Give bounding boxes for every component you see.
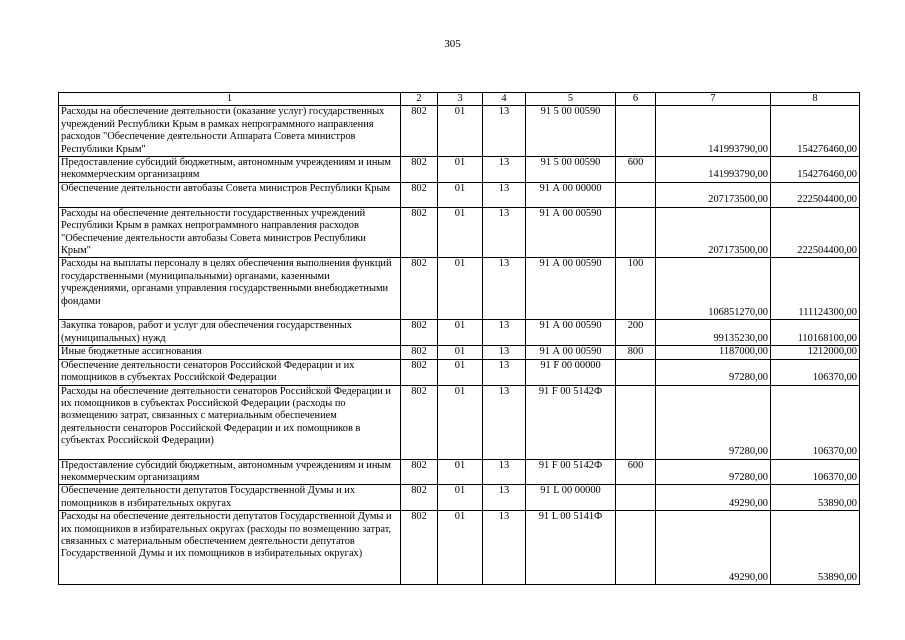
subsection-code-cell: 13 — [483, 320, 526, 346]
expense-type-cell: 100 — [616, 258, 656, 320]
header-cell: 4 — [483, 93, 526, 106]
amount-year1-cell: 97280,00 — [656, 359, 771, 385]
row-name-cell: Расходы на обеспечение деятельности сенаторов Российской Федерации и их помощников в субъектах Российской Федерации (расходы по возмещению затрат, связанных с материальным обеспечением деятельности сенаторов Российской Федерации и их помощников в субъектах Российской Федерации) — [59, 385, 401, 459]
ministry-code-cell: 802 — [401, 320, 438, 346]
expense-type-cell — [616, 511, 656, 585]
table-row — [59, 320, 860, 346]
target-article-cell: 91 А 00 00590 — [526, 320, 616, 346]
subsection-code-cell: 13 — [483, 207, 526, 258]
expense-type-cell — [616, 385, 656, 459]
ministry-code-cell: 802 — [401, 359, 438, 385]
ministry-code-cell: 802 — [401, 459, 438, 485]
section-code-cell: 01 — [438, 157, 483, 183]
expense-type-cell — [616, 207, 656, 258]
amount-year1-cell: 49290,00 — [656, 511, 771, 585]
expense-type-cell: 600 — [616, 157, 656, 183]
table-row — [59, 385, 860, 459]
ministry-code-cell: 802 — [401, 346, 438, 359]
amount-year2-cell: 154276460,00 — [771, 157, 860, 183]
ministry-code-cell: 802 — [401, 106, 438, 157]
amount-year1-cell: 49290,00 — [656, 485, 771, 511]
ministry-code-cell: 802 — [401, 258, 438, 320]
page-number: 305 — [444, 38, 461, 50]
table-row — [59, 258, 860, 320]
amount-year1-cell: 97280,00 — [656, 385, 771, 459]
target-article-cell: 91 А 00 00000 — [526, 182, 616, 207]
subsection-code-cell: 13 — [483, 359, 526, 385]
amount-year2-cell: 222504400,00 — [771, 182, 860, 207]
header-cell: 3 — [438, 93, 483, 106]
expense-type-cell: 200 — [616, 320, 656, 346]
amount-year2-cell: 106370,00 — [771, 385, 860, 459]
amount-year2-cell: 1212000,00 — [771, 346, 860, 359]
amount-year1-cell: 106851270,00 — [656, 258, 771, 320]
header-cell: 1 — [59, 93, 401, 106]
amount-year2-cell: 53890,00 — [771, 485, 860, 511]
budget-table — [58, 92, 860, 585]
amount-year1-cell: 1187000,00 — [656, 346, 771, 359]
target-article-cell: 91 5 00 00590 — [526, 157, 616, 183]
header-cell: 5 — [526, 93, 616, 106]
subsection-code-cell: 13 — [483, 258, 526, 320]
expense-type-cell: 600 — [616, 459, 656, 485]
subsection-code-cell: 13 — [483, 459, 526, 485]
section-code-cell: 01 — [438, 207, 483, 258]
target-article-cell: 91 L 00 00000 — [526, 485, 616, 511]
ministry-code-cell: 802 — [401, 385, 438, 459]
amount-year1-cell: 141993790,00 — [656, 157, 771, 183]
header-cell: 8 — [771, 93, 860, 106]
row-name-cell: Расходы на выплаты персоналу в целях обеспечения выполнения функций государственными (муниципальными) органами, казенными учреждениями, органами управления государственными внебюджетными фондами — [59, 258, 401, 320]
subsection-code-cell: 13 — [483, 485, 526, 511]
section-code-cell: 01 — [438, 511, 483, 585]
target-article-cell: 91 F 00 5142Ф — [526, 385, 616, 459]
target-article-cell: 91 5 00 00590 — [526, 106, 616, 157]
section-code-cell: 01 — [438, 346, 483, 359]
table-row — [59, 359, 860, 385]
expense-type-cell — [616, 359, 656, 385]
target-article-cell: 91 F 00 5142Ф — [526, 459, 616, 485]
table-row — [59, 106, 860, 157]
table-row — [59, 511, 860, 585]
amount-year1-cell: 99135230,00 — [656, 320, 771, 346]
expense-type-cell — [616, 485, 656, 511]
amount-year1-cell: 207173500,00 — [656, 182, 771, 207]
target-article-cell: 91 А 00 00590 — [526, 346, 616, 359]
target-article-cell: 91 F 00 00000 — [526, 359, 616, 385]
row-name-cell: Расходы на обеспечение деятельности (оказание услуг) государственных учреждений Республики Крым в рамках непрограммного направления расходов "Обеспечение деятельности Аппарата Совета министров Республики Крым" — [59, 106, 401, 157]
subsection-code-cell: 13 — [483, 106, 526, 157]
expense-type-cell — [616, 182, 656, 207]
row-name-cell: Расходы на обеспечение деятельности депутатов Государственной Думы и их помощников в избирательных округах (расходы по возмещению затрат, связанных с материальным обеспечением деятельности депутатов Государственной Думы и их помощников в избирательных округах) — [59, 511, 401, 585]
table-row — [59, 485, 860, 511]
amount-year2-cell: 154276460,00 — [771, 106, 860, 157]
ministry-code-cell: 802 — [401, 157, 438, 183]
target-article-cell: 91 А 00 00590 — [526, 258, 616, 320]
amount-year2-cell: 110168100,00 — [771, 320, 860, 346]
amount-year2-cell: 222504400,00 — [771, 207, 860, 258]
target-article-cell: 91 А 00 00590 — [526, 207, 616, 258]
subsection-code-cell: 13 — [483, 385, 526, 459]
amount-year1-cell: 141993790,00 — [656, 106, 771, 157]
subsection-code-cell: 13 — [483, 511, 526, 585]
ministry-code-cell: 802 — [401, 485, 438, 511]
row-name-cell: Обеспечение деятельности депутатов Государственной Думы и их помощников в избирательных округах — [59, 485, 401, 511]
section-code-cell: 01 — [438, 320, 483, 346]
header-cell: 7 — [656, 93, 771, 106]
amount-year1-cell: 207173500,00 — [656, 207, 771, 258]
row-name-cell: Обеспечение деятельности автобазы Совета министров Республики Крым — [59, 182, 401, 207]
table-row — [59, 459, 860, 485]
subsection-code-cell: 13 — [483, 182, 526, 207]
target-article-cell: 91 L 00 5141Ф — [526, 511, 616, 585]
section-code-cell: 01 — [438, 459, 483, 485]
row-name-cell: Закупка товаров, работ и услуг для обеспечения государственных (муниципальных) нужд — [59, 320, 401, 346]
table-row — [59, 182, 860, 207]
subsection-code-cell: 13 — [483, 157, 526, 183]
table-row — [59, 207, 860, 258]
ministry-code-cell: 802 — [401, 207, 438, 258]
section-code-cell: 01 — [438, 485, 483, 511]
subsection-code-cell: 13 — [483, 346, 526, 359]
table-row — [59, 346, 860, 359]
ministry-code-cell: 802 — [401, 511, 438, 585]
header-cell: 2 — [401, 93, 438, 106]
ministry-code-cell: 802 — [401, 182, 438, 207]
row-name-cell: Предоставление субсидий бюджетным, автономным учреждениям и иным некоммерческим организациям — [59, 459, 401, 485]
expense-type-cell — [616, 106, 656, 157]
amount-year2-cell: 106370,00 — [771, 459, 860, 485]
section-code-cell: 01 — [438, 106, 483, 157]
header-cell: 6 — [616, 93, 656, 106]
expense-type-cell: 800 — [616, 346, 656, 359]
amount-year2-cell: 106370,00 — [771, 359, 860, 385]
section-code-cell: 01 — [438, 385, 483, 459]
section-code-cell: 01 — [438, 258, 483, 320]
row-name-cell: Расходы на обеспечение деятельности государственных учреждений Республики Крым в рамках непрограммного направления расходов "Обеспечение деятельности автобазы Совета министров Республики Крым" — [59, 207, 401, 258]
amount-year1-cell: 97280,00 — [656, 459, 771, 485]
row-name-cell: Иные бюджетные ассигнования — [59, 346, 401, 359]
row-name-cell: Предоставление субсидий бюджетным, автономным учреждениям и иным некоммерческим организациям — [59, 157, 401, 183]
amount-year2-cell: 53890,00 — [771, 511, 860, 585]
row-name-cell: Обеспечение деятельности сенаторов Российской Федерации и их помощников в субъектах Российской Федерации — [59, 359, 401, 385]
section-code-cell: 01 — [438, 182, 483, 207]
section-code-cell: 01 — [438, 359, 483, 385]
header-row — [59, 93, 860, 106]
amount-year2-cell: 111124300,00 — [771, 258, 860, 320]
table-row — [59, 157, 860, 183]
